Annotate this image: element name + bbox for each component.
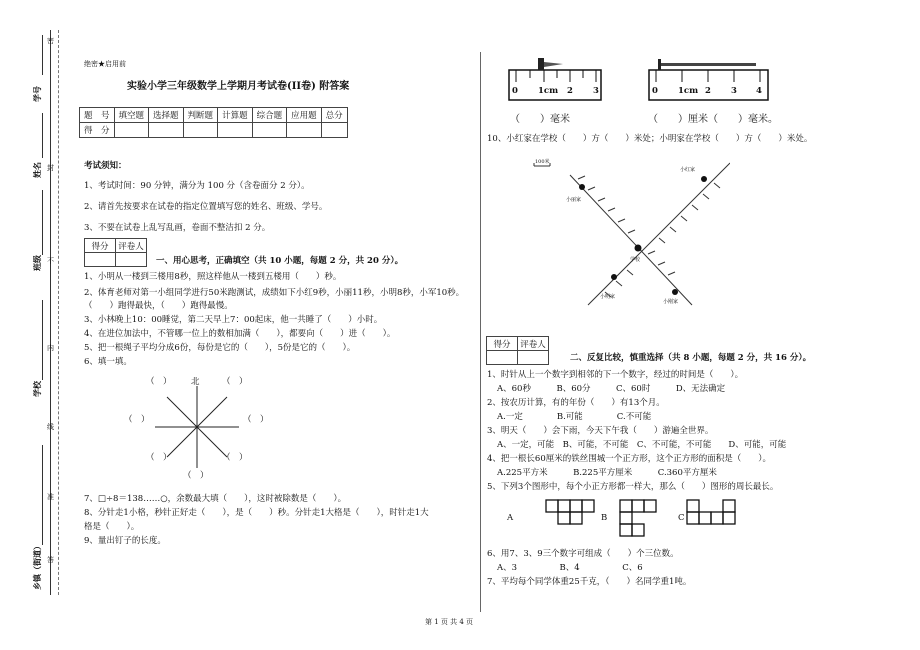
- town-line: [42, 445, 43, 545]
- grader-score-cell[interactable]: [85, 253, 116, 267]
- compass-blank-e[interactable]: （ ）: [243, 415, 269, 425]
- score-input-cell[interactable]: [252, 123, 287, 138]
- student-no-line: [42, 35, 43, 75]
- shape-figure-c: [686, 499, 738, 527]
- map-scale-label: 100米: [535, 159, 550, 165]
- question-line: 4、把一根长60厘米的铁丝围城一个正方形，这个正方形的面积是（ ）。: [487, 454, 771, 464]
- question-line: 5、下列3个图形中，每个小正方形都一样大，那么（ ）图形的周长最长。: [487, 482, 779, 492]
- nail-head: [658, 59, 661, 70]
- compass-blank-nw[interactable]: （ ）: [146, 377, 172, 387]
- shape-figure-b: [619, 499, 663, 539]
- school-label: 学校: [32, 381, 42, 397]
- ruler-1: [508, 56, 603, 106]
- ruler1-answer[interactable]: （ ）毫米: [510, 114, 570, 125]
- score-table-cell: 应用题: [287, 108, 322, 123]
- shape-label-c: C: [678, 513, 685, 523]
- grader-score-cell[interactable]: [487, 351, 518, 365]
- xiaohong-home-dot: [701, 176, 707, 182]
- map-diagram: [530, 155, 730, 315]
- score-input-cell[interactable]: [114, 123, 149, 138]
- ruler2-answer[interactable]: （ ）厘米（ ）毫米。: [648, 114, 778, 125]
- question-line: 6、用7、3、9三个数字可组成（ ）个三位数。: [487, 549, 679, 559]
- ruler2-tick: 4: [756, 86, 762, 96]
- seal-mark: 准: [47, 493, 54, 501]
- shape-label-a: A: [507, 513, 514, 523]
- shape-figure-a: [545, 499, 597, 527]
- ruler1-tick: 3: [593, 86, 599, 96]
- question-10: 10、小红家在学校（ ）方（ ）米处；小明家在学校（ ）方（ ）米处。: [487, 134, 813, 144]
- score-input-cell[interactable]: [149, 123, 184, 138]
- notice-item: 3、不要在试卷上乱写乱画，卷面不整洁扣 2 分。: [84, 223, 271, 233]
- question-line: 3、明天（ ）会下雨，今天下午我（ ）游遍全世界。: [487, 426, 714, 436]
- shape-label-b: B: [601, 513, 608, 523]
- class-label: 班级: [32, 255, 42, 271]
- score-table-cell: 综合题: [252, 108, 287, 123]
- question-line: 1、时针从上一个数字到相邻的下一个数字，经过的时间是（ ）。: [487, 370, 744, 380]
- seal-mark: 线: [47, 423, 54, 431]
- question-line: （ ）跑得最快，（ ）跑得最慢。: [84, 301, 233, 311]
- notice-item: 2、请首先按要求在试卷的指定位置填写您的姓名、班级、学号。: [84, 202, 328, 212]
- nail-body: [661, 63, 756, 66]
- ruler2-tick: 1cm: [678, 86, 699, 96]
- notice-heading: 考试须知：: [84, 161, 127, 171]
- compass-blank-sw[interactable]: （ ）: [146, 453, 172, 463]
- score-table-cell: 填空题: [114, 108, 149, 123]
- student-no-label: 学号: [32, 86, 42, 102]
- town-label: 乡镇（街道）: [32, 542, 42, 590]
- compass-blank-se[interactable]: （ ）: [222, 453, 248, 463]
- notice-item: 1、考试时间：90 分钟，满分为 100 分（含卷面分 2 分）。: [84, 181, 310, 191]
- ruler1-tick: 1cm: [538, 86, 559, 96]
- grader-reviewer-label: 评卷人: [116, 239, 147, 253]
- question-line: 格是（ ）。: [84, 522, 140, 532]
- ruler2-tick: 3: [731, 86, 737, 96]
- grader-score-label: 得分: [487, 337, 518, 351]
- question-line: 2、体育老师对第一小组同学进行50米跑测试，成绩如下小红9秒，小丽11秒，小明8秒，小军10秒。: [84, 288, 465, 298]
- choice-line: A、一定，可能 B、可能，不可能 C、不可能，不可能 D、可能，可能: [497, 440, 787, 450]
- class-line: [42, 190, 43, 255]
- section1-heading: 一、用心思考，正确填空（共 10 小题，每题 2 分，共 20 分）。: [156, 256, 404, 266]
- compass-blank-s[interactable]: （ ）: [183, 471, 209, 481]
- question-line: 8、分针走1小格，秒针正好走（ ），是（ ）秒。分针走1大格是（ ），时针走1大: [84, 508, 429, 518]
- question-line: 7、□÷8＝138……○，余数最大填（ ），这时被除数是（ ）。: [84, 494, 347, 504]
- ruler2-tick: 2: [705, 86, 711, 96]
- score-input-cell[interactable]: [287, 123, 322, 138]
- question-line: 4、在进位加法中，不管哪一位上的数相加满（ ），都要向（ ）进（ ）。: [84, 329, 396, 339]
- score-table-cell: 得 分: [80, 123, 115, 138]
- score-table: [79, 107, 348, 138]
- ruler1-tick: 0: [512, 86, 518, 96]
- grader-reviewer-label: 评卷人: [518, 337, 549, 351]
- score-table-cell: 总分: [321, 108, 347, 123]
- compass-north-label: 北: [191, 377, 200, 387]
- choice-line: A、3 B、4 C、6: [497, 563, 643, 573]
- secret-tag: 绝密★启用前: [84, 60, 126, 68]
- choice-line: A、60秒 B、60分 C、60时 D、无法确定: [497, 384, 726, 394]
- score-table-score-row: [80, 123, 348, 138]
- xiaoming-home-dot: [611, 274, 617, 280]
- question-line: 6、填一填。: [84, 357, 132, 367]
- map-label-xiaohong: 小红家: [680, 167, 696, 173]
- ruler1-tick: 2: [567, 86, 573, 96]
- seal-mark: 密: [47, 37, 54, 45]
- page-title: 实验小学三年级数学上学期月考试卷(II卷) 附答案: [127, 81, 350, 92]
- choice-line: A.一定 B.可能 C.不可能: [497, 412, 652, 422]
- question-line: 9、量出钉子的长度。: [84, 536, 166, 546]
- question-line: 3、小林晚上10：00睡觉，第二天早上7：00起床，他一共睡了（ ）小时。: [84, 315, 383, 325]
- seal-mark: 内: [47, 344, 54, 352]
- score-input-cell[interactable]: [183, 123, 218, 138]
- grader-reviewer-cell[interactable]: [518, 351, 549, 365]
- school-dot: [635, 245, 642, 252]
- xiaoli-home-dot: [579, 184, 585, 190]
- grader-box: [486, 336, 549, 365]
- score-table-cell: 计算题: [218, 108, 253, 123]
- grader-reviewer-cell[interactable]: [116, 253, 147, 267]
- school-line: [42, 300, 43, 380]
- compass-blank-ne[interactable]: （ ）: [222, 377, 248, 387]
- score-table-cell: 判断题: [183, 108, 218, 123]
- ruler-2: [648, 56, 770, 106]
- nail-head: [538, 58, 544, 70]
- compass-blank-w[interactable]: （ ）: [124, 415, 150, 425]
- grader-box: [84, 238, 147, 267]
- map-label-xiaoming: 小明家: [600, 294, 616, 300]
- name-line: [42, 113, 43, 158]
- question-line: 5、把一根绳子平均分成6份，每份是它的（ ），5份是它的（ ）。: [84, 343, 356, 353]
- question-line: 2、按农历计算，有的年份（ ）有13个月。: [487, 398, 665, 408]
- score-input-cell[interactable]: [321, 123, 347, 138]
- map-label-xiaoli: 小丽家: [566, 197, 582, 203]
- choice-line: A.225平方米 B.225平方厘米 C.360平方厘米: [497, 468, 717, 478]
- score-table-header-row: [80, 108, 348, 123]
- question-line: 7、平均每个同学体重25千克，（ ）名同学重1吨。: [487, 577, 692, 587]
- question-line: 1、小明从一楼到三楼用8秒，照这样他从一楼到五楼用（ ）秒。: [84, 272, 342, 282]
- ruler2-tick: 0: [652, 86, 658, 96]
- section2-heading: 二、反复比较，慎重选择（共 8 小题，每题 2 分，共 16 分）。: [570, 353, 812, 363]
- name-label: 姓名: [32, 162, 42, 178]
- seal-mark: 不: [47, 257, 54, 265]
- score-table-cell: 题 号: [80, 108, 115, 123]
- map-label-school: 学校: [630, 257, 641, 263]
- page-footer: 第 1 页 共 4 页: [425, 618, 474, 626]
- column-separator: [480, 52, 481, 612]
- grader-score-label: 得分: [85, 239, 116, 253]
- score-table-cell: 选择题: [149, 108, 184, 123]
- map-label-xiaogang: 小刚家: [663, 299, 679, 305]
- seal-mark: 封: [47, 164, 54, 172]
- xiaogang-home-dot: [672, 289, 678, 295]
- seal-mark: 答: [47, 556, 54, 564]
- nail-body: [544, 62, 563, 67]
- score-input-cell[interactable]: [218, 123, 253, 138]
